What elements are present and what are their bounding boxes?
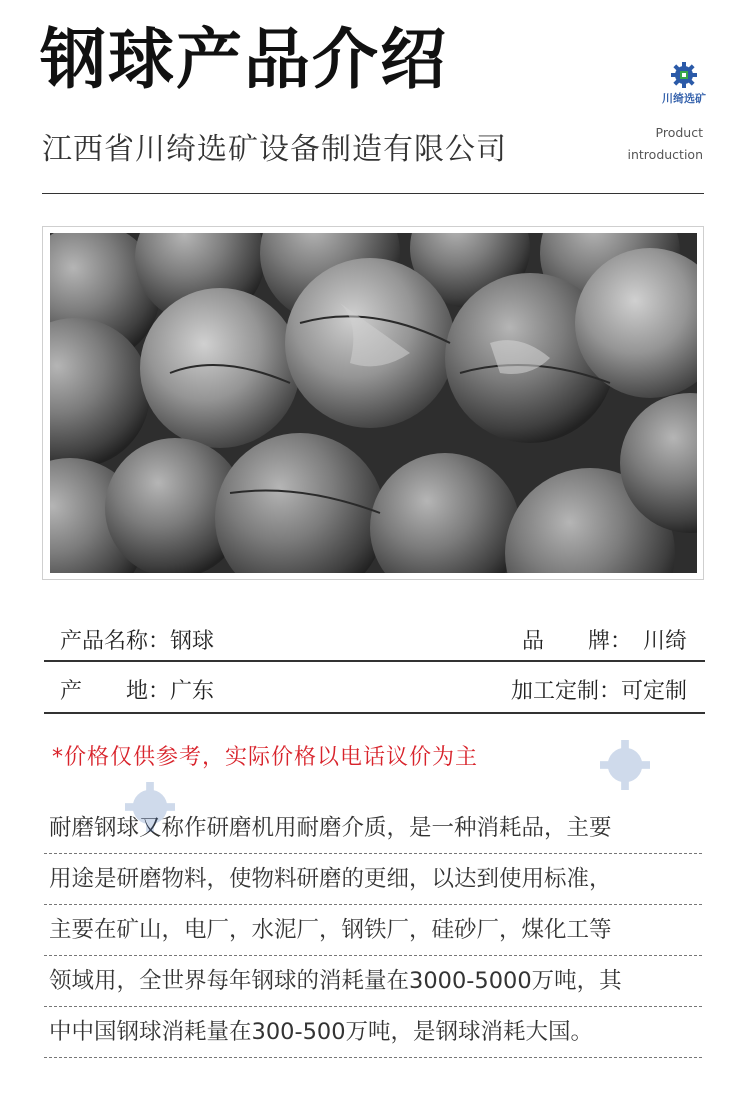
company-name: 江西省川绮选矿设备制造有限公司	[42, 132, 507, 167]
description-line: 用途是研磨物料，使物料研磨的更细，以达到使用标准，	[44, 854, 702, 905]
product-description	[44, 803, 702, 1058]
product-name: 产品名称：钢球	[60, 629, 215, 654]
product-info-table	[44, 612, 705, 714]
brand-logo	[662, 62, 706, 106]
product-origin: 产 地：广东	[60, 679, 215, 704]
product-photo	[42, 226, 704, 580]
en-label-line2: introduction	[627, 147, 703, 162]
gear-logo-icon	[671, 62, 697, 88]
description-line: 领域用，全世界每年钢球的消耗量在3000-5000万吨，其	[44, 956, 702, 1007]
product-brand: 品 牌： 川绮	[521, 629, 687, 654]
logo-text: 川绮选矿	[662, 92, 706, 105]
description-line: 耐磨钢球又称作研磨机用耐磨介质，是一种消耗品，主要	[44, 803, 702, 854]
info-row-name-brand	[44, 612, 705, 662]
steel-balls-image	[50, 233, 697, 573]
page-title: 钢球产品介绍	[40, 21, 448, 98]
watermark-logo	[600, 740, 650, 794]
watermark-gear-icon	[600, 740, 650, 790]
info-row-origin-custom	[44, 662, 705, 714]
product-customization: 加工定制：可定制	[510, 679, 687, 704]
description-line: 主要在矿山，电厂，水泥厂，钢铁厂，硅砂厂，煤化工等	[44, 905, 702, 956]
price-note: *价格仅供参考，实际价格以电话议价为主	[52, 745, 479, 770]
en-label-line1: Product	[655, 125, 703, 140]
header-divider	[42, 193, 704, 194]
product-introduction-label	[628, 122, 703, 166]
description-line: 中中国钢球消耗量在300-500万吨，是钢球消耗大国。	[44, 1007, 702, 1058]
